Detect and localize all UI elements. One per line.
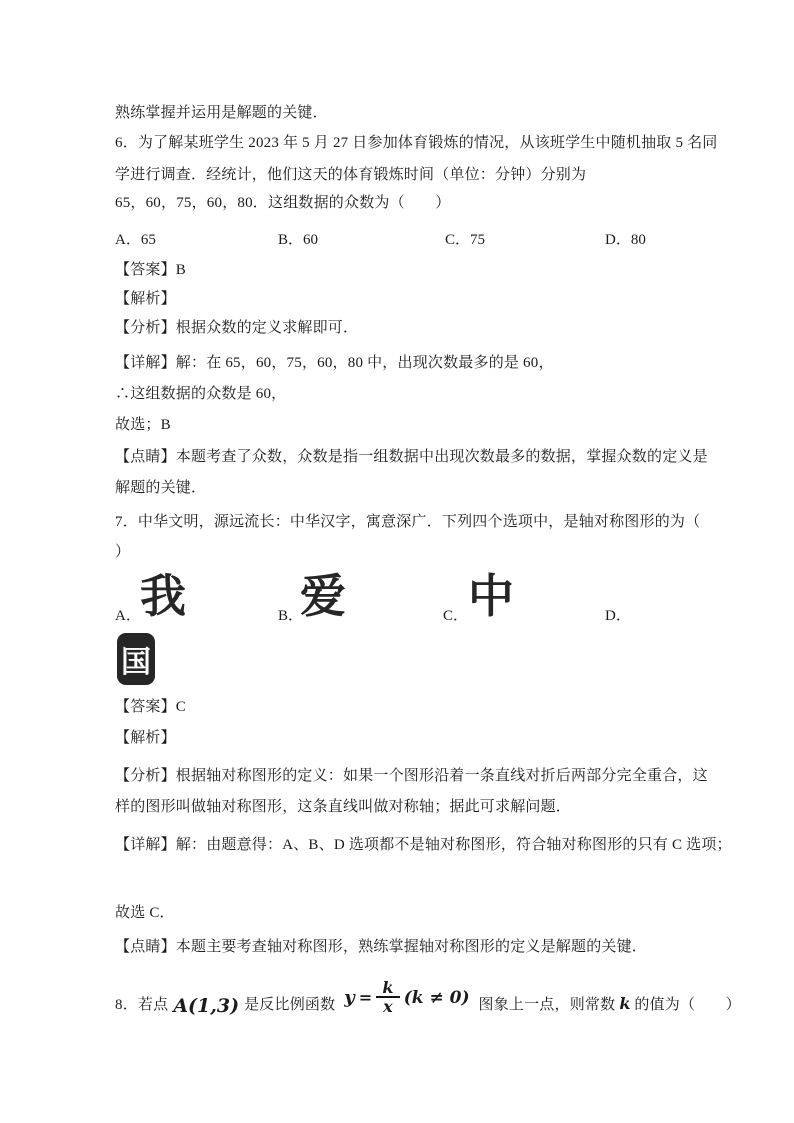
formula-equals-sign: = bbox=[358, 988, 373, 1007]
q6-analysis-header: 【解析】 bbox=[115, 291, 176, 307]
q7-detail-line: 【详解】解：由题意得：A、B、D 选项都不是轴对称图形，符合轴对称图形的只有 C 选项； bbox=[115, 837, 732, 853]
q6-stem-line: 学进行调查．经统计，他们这天的体育锻炼时间（单位：分钟）分别为 bbox=[115, 167, 587, 183]
q7-analysis-line: 样的图形叫做轴对称图形，这条直线叫做对称轴；据此可求解问题． bbox=[115, 799, 572, 815]
q7-choose-line: 故选 C． bbox=[115, 905, 175, 921]
q6-note-line: 【点睛】本题考查了众数，众数是指一组数据中出现次数最多的数据，掌握众数的定义是 bbox=[115, 449, 708, 465]
q7-analysis-header: 【解析】 bbox=[115, 730, 176, 746]
fraction-denominator: x bbox=[376, 996, 400, 1016]
q6-stem-line: 6．为了解某班学生 2023 年 5 月 27 日参加体育锻炼的情况，从该班学生中随机抽取 5 名同 bbox=[115, 135, 718, 151]
q6-answer-line: 【答案】B bbox=[115, 262, 187, 278]
q7-note-line: 【点睛】本题主要考查轴对称图形，熟练掌握轴对称图形的定义是解题的关键． bbox=[115, 939, 648, 955]
q6-detail-line: 【详解】解：在 65，60，75，60，80 中，出现次数最多的是 60， bbox=[115, 355, 554, 371]
q8-text-mid2: 图象上一点，则常数 bbox=[478, 997, 616, 1013]
q6-stem-line: 65，60，75，60，80．这组数据的众数为（ ） bbox=[115, 195, 451, 211]
q6-analysis-line: 【分析】根据众数的定义求解即可． bbox=[115, 320, 359, 336]
q8-k-variable: k bbox=[619, 994, 631, 1013]
q6-option-d: D．80 bbox=[605, 232, 646, 248]
q7-stem-line: 7．中华文明，源远流长：中华汉字，寓意深广．下列四个选项中，是轴对称图形的为（ bbox=[115, 514, 701, 530]
q7-option-c-character-image: 中 bbox=[468, 569, 514, 623]
q7-stem-line: ） bbox=[115, 544, 131, 560]
formula-fraction bbox=[376, 979, 400, 1016]
q6-option-b: B．60 bbox=[278, 232, 319, 248]
q6-option-c: C．75 bbox=[445, 232, 486, 248]
fraction-numerator: k bbox=[382, 978, 394, 997]
q7-option-d-label: D． bbox=[605, 608, 631, 624]
q6-choose-line: 故选；B bbox=[115, 417, 171, 433]
q7-option-b-character-image: 爱 bbox=[300, 569, 346, 623]
q7-option-a-label: A． bbox=[115, 608, 141, 624]
q7-answer-line: 【答案】C bbox=[115, 699, 187, 715]
intro-line: 熟练掌握并运用是解题的关键． bbox=[115, 105, 328, 121]
q7-option-a-character-image: 我 bbox=[140, 569, 186, 623]
formula-condition: (k ≠ 0) bbox=[403, 987, 470, 1008]
q7-analysis-line: 【分析】根据轴对称图形的定义：如果一个图形沿着一条直线对折后两部分完全重合，这 bbox=[115, 768, 708, 784]
q7-option-d-character-image: 国 bbox=[117, 633, 155, 685]
q7-option-b-label: B． bbox=[278, 608, 304, 624]
q8-point-formula: A(1,3) bbox=[173, 995, 240, 1017]
formula-lhs: y bbox=[344, 987, 355, 1008]
q6-option-a: A．65 bbox=[115, 232, 156, 248]
q6-note-line: 解题的关键． bbox=[115, 480, 207, 496]
q8-text-suffix: 的值为（ ） bbox=[634, 997, 741, 1013]
q6-therefore-line: ∴这组数据的众数是 60， bbox=[115, 386, 287, 402]
q8-text-mid1: 是反比例函数 bbox=[244, 997, 336, 1013]
q8-text-prefix: 8．若点 bbox=[115, 997, 169, 1013]
q8-stem-line bbox=[115, 970, 741, 1016]
q8-inverse-proportion-formula bbox=[344, 979, 469, 1016]
q7-option-c-label: C． bbox=[443, 608, 469, 624]
